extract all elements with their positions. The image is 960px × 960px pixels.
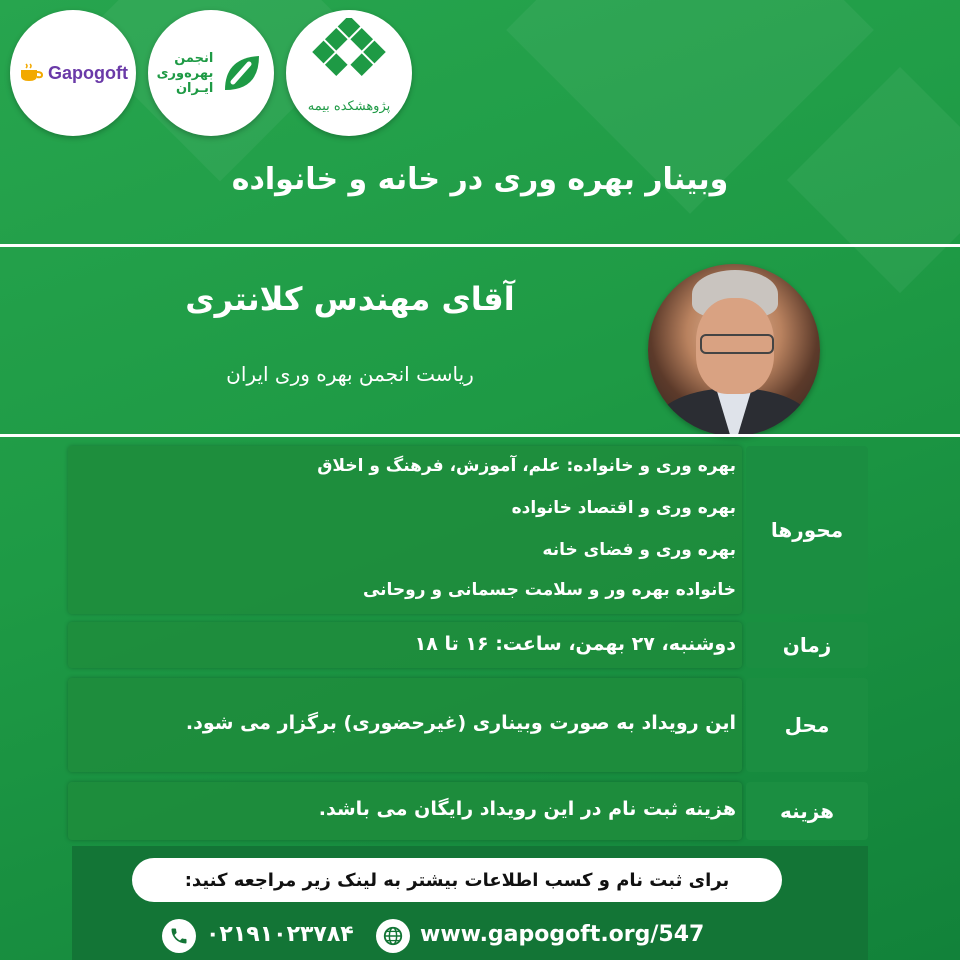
cup-icon: [18, 62, 44, 84]
time-value: دوشنبه، ۲۷ بهمن، ساعت: ۱۶ تا ۱۸: [414, 633, 736, 655]
anjoman-logo: [148, 10, 274, 136]
place-value: این رویداد به صورت وبیناری (غیرحضوری) برگزار می شود.: [185, 712, 736, 734]
topic-item: بهره وری و فضای خانه: [542, 540, 736, 560]
pajooheshkadeh-logo: [286, 10, 412, 136]
globe-icon: [376, 919, 410, 953]
info-row-cost: [68, 782, 868, 840]
gapogoft-logo-text: Gapogoft: [48, 62, 128, 83]
divider: [0, 434, 960, 437]
gapogoft-logo: [10, 10, 136, 136]
divider: [0, 244, 960, 247]
speaker-name: آقای مهندس کلانتری: [185, 280, 515, 318]
cost-value: هزینه ثبت نام در این رویداد رایگان می باشد.: [318, 798, 736, 820]
speaker-photo: [648, 264, 820, 436]
page-title: وبینار بهره وری در خانه و خانواده: [231, 162, 729, 197]
registration-cta: برای ثبت نام و کسب اطلاعات بیشتر به لینک زیر مراجعه کنید:: [132, 858, 782, 902]
info-row-place: [68, 678, 868, 772]
pajooheshkadeh-emblem: [301, 18, 397, 128]
pajooheshkadeh-logo-text: پژوهشکده بیمه: [307, 99, 391, 114]
speaker-role: ریاست انجمن بهره وری ایران: [226, 362, 474, 386]
phone-icon: [162, 919, 196, 953]
time-label: زمان: [746, 622, 868, 668]
info-row-time: [68, 622, 868, 668]
website-link[interactable]: www.gapogoft.org/547: [420, 922, 705, 947]
place-label: محل: [746, 678, 868, 772]
anjoman-logo-text: انجمن بهره‌وری ایـران: [156, 50, 214, 96]
info-row-topics: [68, 446, 868, 614]
cost-label: هزینه: [746, 782, 868, 840]
topic-item: بهره وری و خانواده: علم، آموزش، فرهنگ و اخلاق: [317, 456, 736, 476]
topic-item: خانواده بهره ور و سلامت جسمانی و روحانی: [362, 580, 736, 600]
topics-label: محورها: [746, 446, 868, 614]
phone-number[interactable]: ۰۲۱۹۱۰۲۳۷۸۴: [206, 922, 354, 947]
leaf-icon: [219, 50, 265, 96]
topic-item: بهره وری و اقتصاد خانواده: [511, 498, 736, 518]
